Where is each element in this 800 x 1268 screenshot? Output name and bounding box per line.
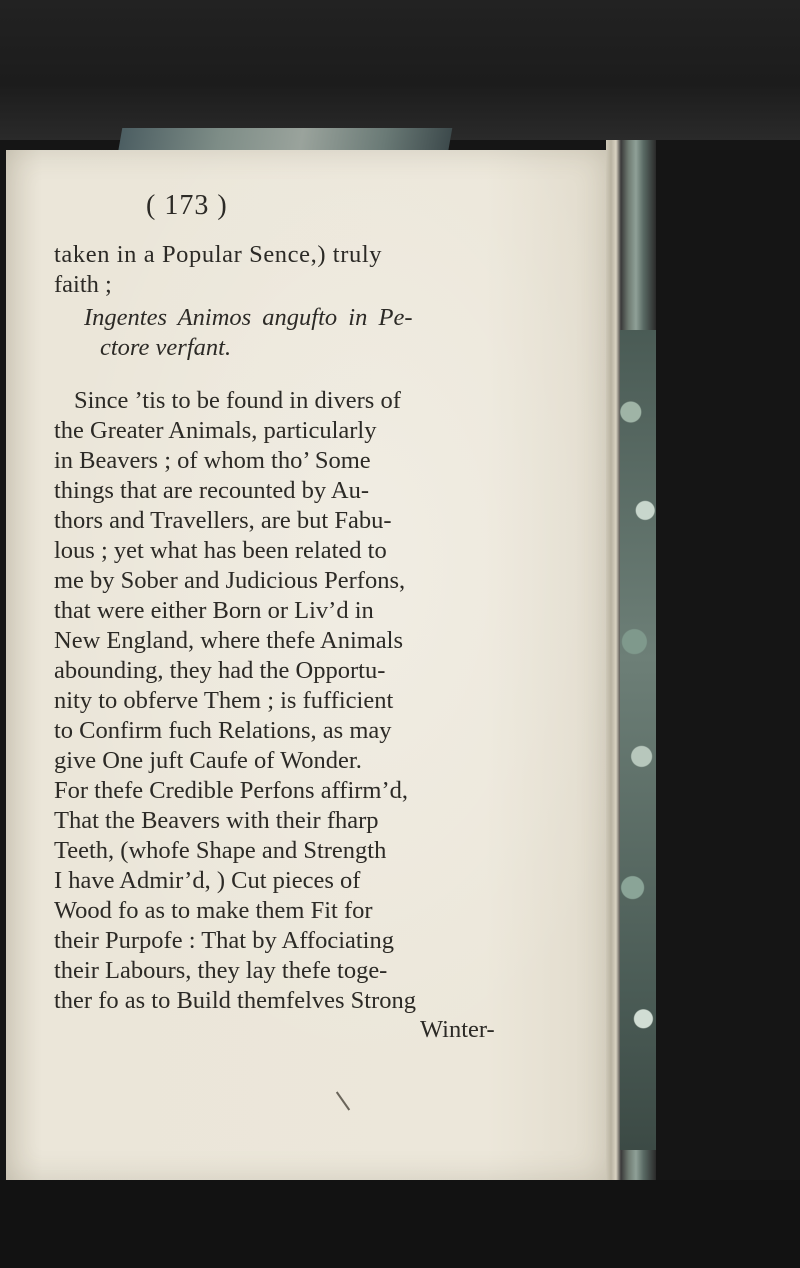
text-line: Teeth, (whofe Shape and Strength: [54, 837, 387, 864]
text-line: Since ’tis to be found in divers of: [74, 387, 401, 414]
text-line: their Labours, they lay thefe toge-: [54, 957, 388, 984]
page-number: ( 173 ): [146, 190, 228, 221]
text-line: lous ; yet what has been related to: [54, 537, 387, 564]
background-bottom: [0, 1180, 800, 1268]
text-line: ctore verfant.: [100, 334, 232, 361]
catchword: Winter-: [420, 1016, 495, 1043]
text-line: Wood fo as to make them Fit for: [54, 897, 373, 924]
text-line: give One juft Caufe of Wonder.: [54, 747, 362, 774]
text-line: New England, where thefe Animals: [54, 627, 404, 654]
text-line: me by Sober and Judicious Perfons,: [54, 567, 406, 594]
text-line: That the Beavers with their fharp: [54, 807, 379, 834]
text-line: nity to obferve Them ; is fufficient: [54, 687, 394, 714]
marbled-endpaper: [620, 330, 656, 1150]
text-line: thors and Travellers, are but Fabu-: [54, 507, 392, 534]
text-line: abounding, they had the Opportu-: [54, 657, 386, 684]
background-top: [0, 0, 800, 140]
text-line: Ingentes Animos angufto in Pe-: [84, 304, 413, 331]
text-line: their Purpofe : That by Affociating: [54, 927, 394, 954]
text-line: For thefe Credible Perfons affirm’d,: [54, 777, 409, 804]
text-line: ther fo as to Build themfelves Strong: [54, 987, 416, 1014]
text-line: things that are recounted by Au-: [54, 477, 370, 504]
text-line: I have Admir’d, ) Cut pieces of: [54, 867, 361, 894]
text-line: in Beavers ; of whom tho’ Some: [54, 447, 371, 474]
text-line: taken in a Popular Sence,) truly: [54, 241, 383, 268]
text-line: faith ;: [54, 271, 112, 298]
text-line: the Greater Animals, particularly: [54, 417, 377, 444]
text-line: that were either Born or Liv’d in: [54, 597, 374, 624]
text-line: to Confirm fuch Relations, as may: [54, 717, 392, 744]
